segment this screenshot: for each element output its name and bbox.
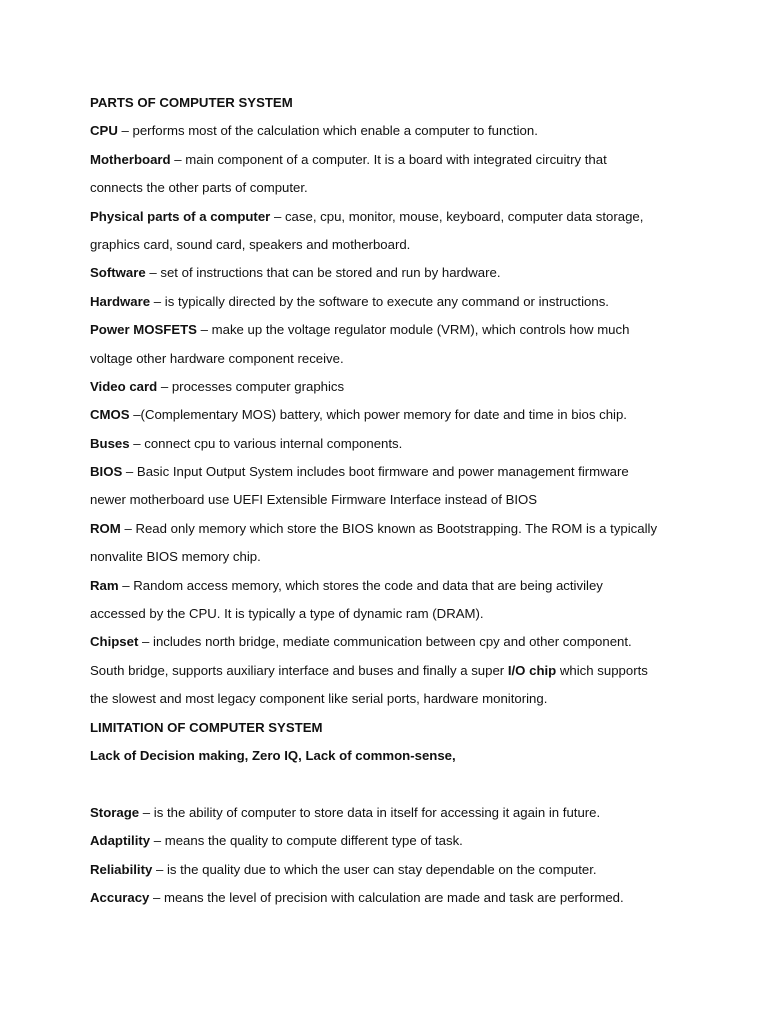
desc-physical-parts: – case, cpu, monitor, mouse, keyboard, computer data storage, <box>270 208 644 224</box>
desc-motherboard-2: connects the other parts of computer. <box>90 180 308 196</box>
desc-chipset-3: the slowest and most legacy component like serial ports, hardware monitoring. <box>90 691 548 707</box>
term-hardware: Hardware <box>90 293 151 309</box>
entry-accuracy <box>90 884 730 912</box>
term-io-chip: I/O chip <box>507 662 557 678</box>
desc-storage: – is the ability of computer to store data in itself for accessing it again in future. <box>139 804 601 820</box>
heading-text: PARTS OF COMPUTER SYSTEM <box>90 95 293 110</box>
entry-bios-cont <box>90 486 730 514</box>
desc-cpu: – performs most of the calculation which enable a computer to function. <box>117 123 538 139</box>
desc-adaptility: – means the quality to compute different type of task. <box>150 833 463 849</box>
term-cpu: CPU <box>90 123 118 139</box>
desc-motherboard: – main component of a computer. It is a board with integrated circuitry that <box>170 151 607 167</box>
desc-power-mosfets-2: voltage other hardware component receive. <box>90 350 344 366</box>
entry-bios <box>90 458 730 486</box>
desc-bios-2: newer motherboard use UEFI Extensible Firmware Interface instead of BIOS <box>90 492 538 508</box>
term-accuracy: Accuracy <box>90 889 150 905</box>
section-heading-limitation <box>90 714 730 742</box>
entry-rom <box>90 515 730 543</box>
term-software: Software <box>90 265 146 281</box>
desc-ram: – Random access memory, which stores the code and data that are being activiley <box>118 577 603 593</box>
entry-power-mosfets <box>90 316 730 344</box>
desc-accuracy: – means the level of precision with calculation are made and task are performed. <box>149 889 624 905</box>
term-cmos: CMOS <box>90 407 130 423</box>
entry-motherboard-cont <box>90 174 730 202</box>
desc-cmos: –(Complementary MOS) battery, which power memory for date and time in bios chip. <box>129 407 627 423</box>
term-physical-parts: Physical parts of a computer <box>90 208 271 224</box>
entry-ram <box>90 572 730 600</box>
desc-chipset: – includes north bridge, mediate communication between cpy and other component. <box>138 634 632 650</box>
limitations-line <box>90 742 730 770</box>
desc-chipset-2a: South bridge, supports auxiliary interface and buses and finally a super <box>90 662 508 678</box>
desc-physical-parts-2: graphics card, sound card, speakers and motherboard. <box>90 236 411 252</box>
term-adaptility: Adaptility <box>90 833 151 849</box>
desc-rom-2: nonvalite BIOS memory chip. <box>90 549 261 565</box>
entry-motherboard <box>90 146 730 174</box>
entry-physical-parts-cont <box>90 231 730 259</box>
entry-physical-parts <box>90 203 730 231</box>
term-bios: BIOS <box>90 464 123 480</box>
entry-buses <box>90 430 730 458</box>
entry-cpu <box>90 117 730 145</box>
desc-buses: – connect cpu to various internal components. <box>129 435 403 451</box>
term-storage: Storage <box>90 804 140 820</box>
desc-reliability: – is the quality due to which the user can stay dependable on the computer. <box>152 861 597 877</box>
entry-ram-cont <box>90 600 730 628</box>
term-chipset: Chipset <box>90 634 139 650</box>
entry-storage <box>90 799 730 827</box>
desc-ram-2: accessed by the CPU. It is typically a type of dynamic ram (DRAM). <box>90 606 484 622</box>
entry-software <box>90 259 730 287</box>
entry-rom-cont <box>90 543 730 571</box>
desc-power-mosfets: – make up the voltage regulator module (VRM), which controls how much <box>196 322 630 338</box>
desc-bios: – Basic Input Output System includes boot firmware and power management firmware <box>122 464 629 480</box>
desc-hardware: – is typically directed by the software to execute any command or instructions. <box>150 293 609 309</box>
term-ram: Ram <box>90 577 119 593</box>
entry-chipset-cont-2 <box>90 685 730 713</box>
desc-video-card: – processes computer graphics <box>157 378 345 394</box>
entry-adaptility <box>90 827 730 855</box>
entry-power-mosfets-cont <box>90 345 730 373</box>
entry-reliability <box>90 856 730 884</box>
entry-video-card <box>90 373 730 401</box>
limitations-text: Lack of Decision making, Zero IQ, Lack of common-sense, <box>90 747 456 763</box>
document-page <box>90 89 730 912</box>
entry-hardware <box>90 288 730 316</box>
entry-chipset-cont <box>90 657 730 685</box>
desc-software: – set of instructions that can be stored and run by hardware. <box>145 265 501 281</box>
term-motherboard: Motherboard <box>90 151 171 167</box>
term-video-card: Video card <box>90 378 158 394</box>
term-power-mosfets: Power MOSFETS <box>90 322 197 338</box>
term-rom: ROM <box>90 520 121 536</box>
desc-rom: – Read only memory which store the BIOS known as Bootstrapping. The ROM is a typically <box>120 520 658 536</box>
term-buses: Buses <box>90 435 130 451</box>
limitation-heading-text: LIMITATION OF COMPUTER SYSTEM <box>90 719 323 735</box>
entry-chipset <box>90 628 730 656</box>
term-reliability: Reliability <box>90 861 153 877</box>
entry-cmos <box>90 401 730 429</box>
blank-line <box>90 770 730 798</box>
desc-chipset-2b: which supports <box>556 662 648 678</box>
section-heading-parts <box>90 89 730 117</box>
